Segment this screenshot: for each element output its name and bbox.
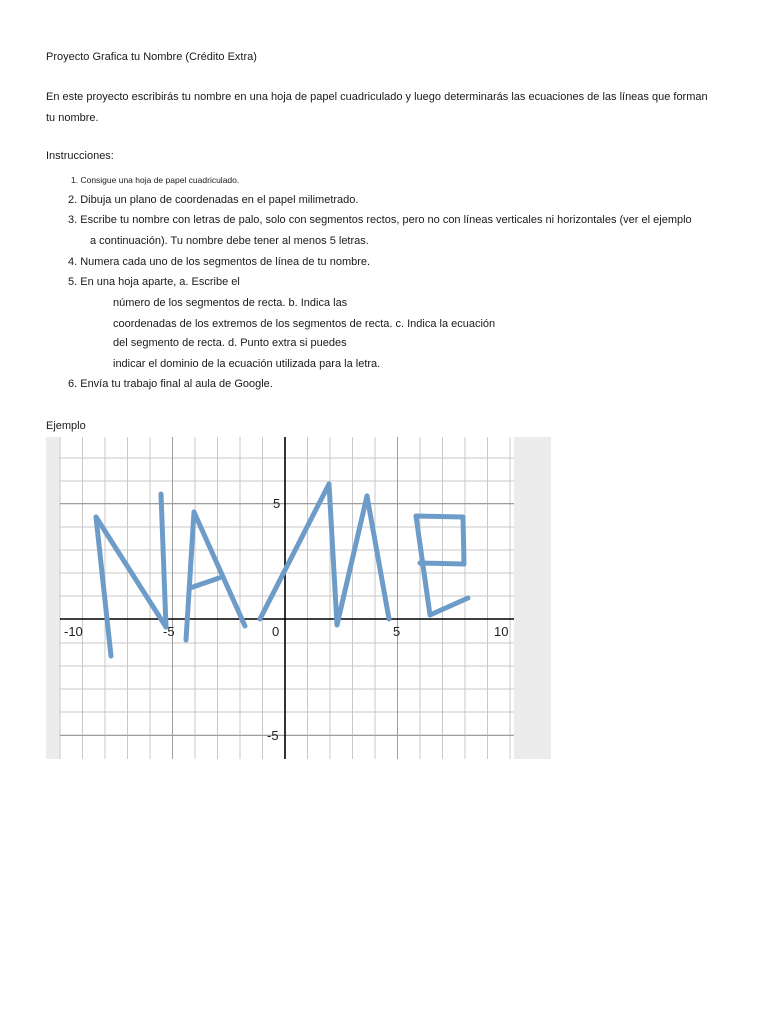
instruction-step-5-continued: número de los segmentos de recta. b. Indica las: [113, 297, 348, 309]
x-tick-label: -5: [163, 624, 175, 639]
instructions-heading: Instrucciones:: [46, 150, 114, 162]
instruction-step-1: 1. Consigue una hoja de papel cuadriculado.: [71, 175, 240, 185]
y-tick-label: 5: [273, 496, 281, 511]
y-tick-label: -5: [267, 728, 279, 743]
intro-paragraph-line-1: En este proyecto escribirás tu nombre en una hoja de papel cuadriculado y luego determinarás las ecuaciones de las líneas que forman: [46, 91, 708, 103]
x-tick-label: -10: [64, 624, 83, 639]
instruction-step-5-continued: del segmento de recta. d. Punto extra si puedes: [113, 337, 347, 349]
instruction-step-2: 2. Dibuja un plano de coordenadas en el papel milimetrado.: [68, 194, 359, 206]
page-title: Proyecto Grafica tu Nombre (Crédito Extra): [46, 51, 257, 63]
x-tick-label: 10: [494, 624, 509, 639]
instruction-step-6: 6. Envía tu trabajo final al aula de Google.: [68, 378, 273, 390]
example-label: Ejemplo: [46, 420, 86, 432]
instruction-step-5: 5. En una hoja aparte, a. Escribe el: [68, 276, 240, 288]
instruction-step-4: 4. Numera cada uno de los segmentos de línea de tu nombre.: [68, 256, 371, 268]
graph-plot-area: [60, 437, 514, 759]
example-name-graph: [46, 437, 551, 759]
intro-paragraph-line-2: tu nombre.: [46, 112, 99, 124]
instruction-step-3: 3. Escribe tu nombre con letras de palo, solo con segmentos rectos, pero no con líneas verticales ni horizontales (ver el ejemplo: [68, 214, 692, 226]
instruction-step-5-continued: coordenadas de los extremos de los segmentos de recta. c. Indica la ecuación: [113, 318, 496, 330]
instruction-step-5-continued: indicar el dominio de la ecuación utilizada para la letra.: [113, 358, 381, 370]
x-tick-label: 0: [272, 624, 280, 639]
instruction-step-3-continued: a continuación). Tu nombre debe tener al menos 5 letras.: [90, 235, 369, 247]
x-tick-label: 5: [393, 624, 401, 639]
